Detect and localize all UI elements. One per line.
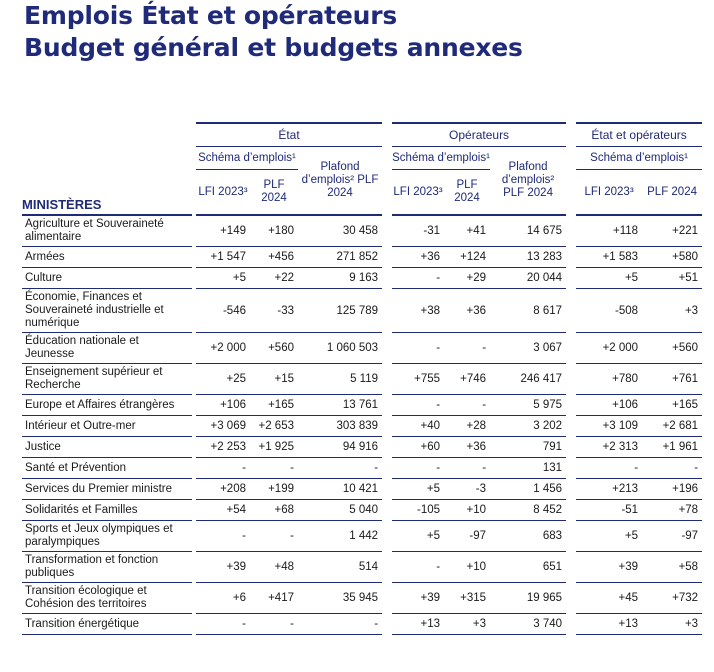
- cell-lfi-etat: +6: [196, 583, 250, 614]
- ministere-name: Europe et Affaires étrangères: [22, 395, 192, 416]
- cell-lfi-operateurs: +60: [392, 437, 444, 458]
- cell-plf-total: +3: [642, 614, 702, 635]
- cell-plf-operateurs: +41: [444, 215, 490, 247]
- cell-plf-total: +3: [642, 289, 702, 333]
- ministere-name: Éducation nationale et Jeunesse: [22, 333, 192, 364]
- cell-lfi-operateurs: +36: [392, 247, 444, 268]
- cell-plf-etat: +560: [250, 333, 298, 364]
- col-lfi-operateurs: LFI 2023³: [392, 170, 444, 216]
- table-row: [22, 416, 702, 437]
- cell-lfi-etat: -546: [196, 289, 250, 333]
- cell-lfi-etat: -: [196, 458, 250, 479]
- cell-lfi-operateurs: -105: [392, 500, 444, 521]
- cell-plf-operateurs: +10: [444, 500, 490, 521]
- cell-plf-etat: +22: [250, 268, 298, 289]
- cell-plf-total: +761: [642, 364, 702, 395]
- cell-plf-total: +732: [642, 583, 702, 614]
- cell-plafond-etat: 125 789: [298, 289, 382, 333]
- ministere-name: Sports et Jeux olympiques et paralympiques: [22, 521, 192, 552]
- table-row: [22, 583, 702, 614]
- ministere-name: Transformation et fonction publiques: [22, 552, 192, 583]
- cell-lfi-operateurs: +755: [392, 364, 444, 395]
- cell-lfi-operateurs: +5: [392, 521, 444, 552]
- cell-plf-operateurs: +36: [444, 289, 490, 333]
- cell-plafond-operateurs: 246 417: [490, 364, 566, 395]
- cell-plf-etat: +2 653: [250, 416, 298, 437]
- cell-plafond-etat: -: [298, 614, 382, 635]
- cell-plafond-operateurs: 3 067: [490, 333, 566, 364]
- plafond-header-etat: Plafond d’emplois² PLF 2024: [298, 147, 382, 216]
- ministere-name: Enseignement supérieur et Recherche: [22, 364, 192, 395]
- ministere-name: Agriculture et Souveraineté alimentaire: [22, 215, 192, 247]
- cell-lfi-operateurs: -: [392, 395, 444, 416]
- cell-lfi-total: +106: [576, 395, 642, 416]
- cell-lfi-total: +2 000: [576, 333, 642, 364]
- cell-plf-total: +580: [642, 247, 702, 268]
- cell-plafond-etat: -: [298, 458, 382, 479]
- table-row: [22, 458, 702, 479]
- cell-plf-operateurs: -: [444, 395, 490, 416]
- cell-plafond-operateurs: 20 044: [490, 268, 566, 289]
- cell-lfi-etat: +2 000: [196, 333, 250, 364]
- cell-plf-operateurs: +315: [444, 583, 490, 614]
- cell-lfi-total: -508: [576, 289, 642, 333]
- col-plf-total: PLF 2024: [642, 170, 702, 216]
- ministere-name: Intérieur et Outre-mer: [22, 416, 192, 437]
- cell-plf-operateurs: -97: [444, 521, 490, 552]
- cell-plf-total: +51: [642, 268, 702, 289]
- cell-plafond-operateurs: 3 202: [490, 416, 566, 437]
- cell-lfi-total: +13: [576, 614, 642, 635]
- ministere-name: Transition énergétique: [22, 614, 192, 635]
- cell-plafond-operateurs: 683: [490, 521, 566, 552]
- group-header-operateurs: Opérateurs: [392, 123, 566, 147]
- cell-lfi-operateurs: -: [392, 458, 444, 479]
- table-row: [22, 479, 702, 500]
- cell-plafond-operateurs: 19 965: [490, 583, 566, 614]
- cell-plf-operateurs: +10: [444, 552, 490, 583]
- cell-lfi-total: +118: [576, 215, 642, 247]
- ministere-name: Armées: [22, 247, 192, 268]
- cell-plf-etat: +180: [250, 215, 298, 247]
- group-header-etat: État: [196, 123, 382, 147]
- cell-plf-etat: +48: [250, 552, 298, 583]
- cell-plf-etat: -: [250, 521, 298, 552]
- cell-lfi-total: +5: [576, 268, 642, 289]
- cell-plafond-etat: 1 060 503: [298, 333, 382, 364]
- cell-lfi-total: +780: [576, 364, 642, 395]
- cell-lfi-total: +1 583: [576, 247, 642, 268]
- cell-plf-total: +2 681: [642, 416, 702, 437]
- cell-lfi-operateurs: -: [392, 333, 444, 364]
- cell-lfi-total: -51: [576, 500, 642, 521]
- plafond-header-operateurs: Plafond d’emplois² PLF 2024: [490, 147, 566, 216]
- cell-plf-total: +78: [642, 500, 702, 521]
- cell-plafond-etat: 35 945: [298, 583, 382, 614]
- cell-plafond-operateurs: 8 617: [490, 289, 566, 333]
- table-row: [22, 500, 702, 521]
- cell-plafond-operateurs: 8 452: [490, 500, 566, 521]
- cell-plf-etat: +15: [250, 364, 298, 395]
- cell-plf-etat: -33: [250, 289, 298, 333]
- cell-plafond-etat: 13 761: [298, 395, 382, 416]
- cell-lfi-total: +5: [576, 521, 642, 552]
- cell-plafond-operateurs: 14 675: [490, 215, 566, 247]
- schema-header-etat: Schéma d’emplois¹: [196, 147, 298, 170]
- cell-plf-etat: +199: [250, 479, 298, 500]
- table-row: [22, 289, 702, 333]
- cell-plafond-etat: 271 852: [298, 247, 382, 268]
- cell-plf-total: +221: [642, 215, 702, 247]
- cell-plf-operateurs: -: [444, 458, 490, 479]
- cell-plafond-operateurs: 13 283: [490, 247, 566, 268]
- cell-plf-total: +560: [642, 333, 702, 364]
- cell-plf-total: +196: [642, 479, 702, 500]
- cell-plf-etat: -: [250, 614, 298, 635]
- cell-lfi-etat: +3 069: [196, 416, 250, 437]
- schema-header-total: Schéma d’emplois¹: [576, 147, 702, 170]
- cell-lfi-etat: -: [196, 614, 250, 635]
- employment-table: [22, 122, 702, 635]
- cell-lfi-etat: +54: [196, 500, 250, 521]
- cell-lfi-operateurs: +13: [392, 614, 444, 635]
- table-row: [22, 364, 702, 395]
- cell-lfi-total: +2 313: [576, 437, 642, 458]
- col-plf-operateurs: PLF 2024: [444, 170, 490, 216]
- cell-lfi-total: +39: [576, 552, 642, 583]
- cell-plf-etat: +68: [250, 500, 298, 521]
- cell-lfi-operateurs: +5: [392, 479, 444, 500]
- ministere-name: Solidarités et Familles: [22, 500, 192, 521]
- cell-lfi-operateurs: +38: [392, 289, 444, 333]
- cell-plafond-etat: 94 916: [298, 437, 382, 458]
- cell-lfi-etat: -: [196, 521, 250, 552]
- cell-plafond-etat: 303 839: [298, 416, 382, 437]
- ministere-name: Justice: [22, 437, 192, 458]
- cell-lfi-operateurs: -31: [392, 215, 444, 247]
- cell-lfi-etat: +39: [196, 552, 250, 583]
- table-row: [22, 247, 702, 268]
- cell-plf-operateurs: +124: [444, 247, 490, 268]
- table-row: [22, 614, 702, 635]
- cell-lfi-etat: +5: [196, 268, 250, 289]
- cell-plafond-etat: 1 442: [298, 521, 382, 552]
- page-title: [24, 0, 523, 64]
- cell-lfi-operateurs: +39: [392, 583, 444, 614]
- cell-plafond-operateurs: 791: [490, 437, 566, 458]
- ministeres-header: MINISTÈRES: [22, 123, 192, 215]
- cell-plf-operateurs: +3: [444, 614, 490, 635]
- cell-plafond-etat: 9 163: [298, 268, 382, 289]
- ministere-name: Services du Premier ministre: [22, 479, 192, 500]
- table-row: [22, 215, 702, 247]
- cell-plf-etat: -: [250, 458, 298, 479]
- cell-lfi-operateurs: -: [392, 552, 444, 583]
- cell-plf-operateurs: +36: [444, 437, 490, 458]
- cell-plf-total: +1 961: [642, 437, 702, 458]
- cell-plf-operateurs: +746: [444, 364, 490, 395]
- cell-plafond-etat: 30 458: [298, 215, 382, 247]
- group-header-etat-operateurs: État et opérateurs: [576, 123, 702, 147]
- cell-lfi-etat: +25: [196, 364, 250, 395]
- cell-plf-total: +165: [642, 395, 702, 416]
- col-lfi-etat: LFI 2023³: [196, 170, 250, 216]
- cell-plf-total: +58: [642, 552, 702, 583]
- cell-lfi-etat: +149: [196, 215, 250, 247]
- cell-plafond-operateurs: 651: [490, 552, 566, 583]
- cell-plafond-etat: 514: [298, 552, 382, 583]
- cell-plafond-operateurs: 3 740: [490, 614, 566, 635]
- cell-plf-total: -97: [642, 521, 702, 552]
- ministere-name: Transition écologique et Cohésion des territoires: [22, 583, 192, 614]
- ministere-name: Économie, Finances et Souveraineté industrielle et numérique: [22, 289, 192, 333]
- cell-lfi-total: +213: [576, 479, 642, 500]
- ministere-name: Santé et Prévention: [22, 458, 192, 479]
- cell-lfi-operateurs: +40: [392, 416, 444, 437]
- cell-plf-operateurs: -: [444, 333, 490, 364]
- table-row: [22, 552, 702, 583]
- cell-plf-etat: +165: [250, 395, 298, 416]
- schema-header-operateurs: Schéma d’emplois¹: [392, 147, 490, 170]
- cell-lfi-operateurs: -: [392, 268, 444, 289]
- title-line-2: Budget général et budgets annexes: [24, 33, 523, 62]
- cell-plf-operateurs: +29: [444, 268, 490, 289]
- cell-lfi-total: +45: [576, 583, 642, 614]
- table-row: [22, 268, 702, 289]
- ministere-name: Culture: [22, 268, 192, 289]
- cell-lfi-etat: +208: [196, 479, 250, 500]
- cell-lfi-etat: +1 547: [196, 247, 250, 268]
- cell-plf-etat: +417: [250, 583, 298, 614]
- cell-lfi-etat: +106: [196, 395, 250, 416]
- cell-plafond-etat: 10 421: [298, 479, 382, 500]
- cell-plafond-operateurs: 131: [490, 458, 566, 479]
- cell-plf-operateurs: +28: [444, 416, 490, 437]
- col-plf-etat: PLF 2024: [250, 170, 298, 216]
- table-row: [22, 437, 702, 458]
- cell-plf-etat: +456: [250, 247, 298, 268]
- cell-lfi-total: +3 109: [576, 416, 642, 437]
- table-row: [22, 395, 702, 416]
- cell-plafond-etat: 5 040: [298, 500, 382, 521]
- cell-plf-etat: +1 925: [250, 437, 298, 458]
- cell-plafond-operateurs: 5 975: [490, 395, 566, 416]
- cell-plf-total: -: [642, 458, 702, 479]
- col-lfi-total: LFI 2023³: [576, 170, 642, 216]
- cell-lfi-etat: +2 253: [196, 437, 250, 458]
- cell-plafond-operateurs: 1 456: [490, 479, 566, 500]
- cell-plafond-etat: 5 119: [298, 364, 382, 395]
- table-row: [22, 521, 702, 552]
- title-line-1: Emplois État et opérateurs: [24, 1, 398, 30]
- cell-lfi-total: -: [576, 458, 642, 479]
- cell-plf-operateurs: -3: [444, 479, 490, 500]
- table-row: [22, 333, 702, 364]
